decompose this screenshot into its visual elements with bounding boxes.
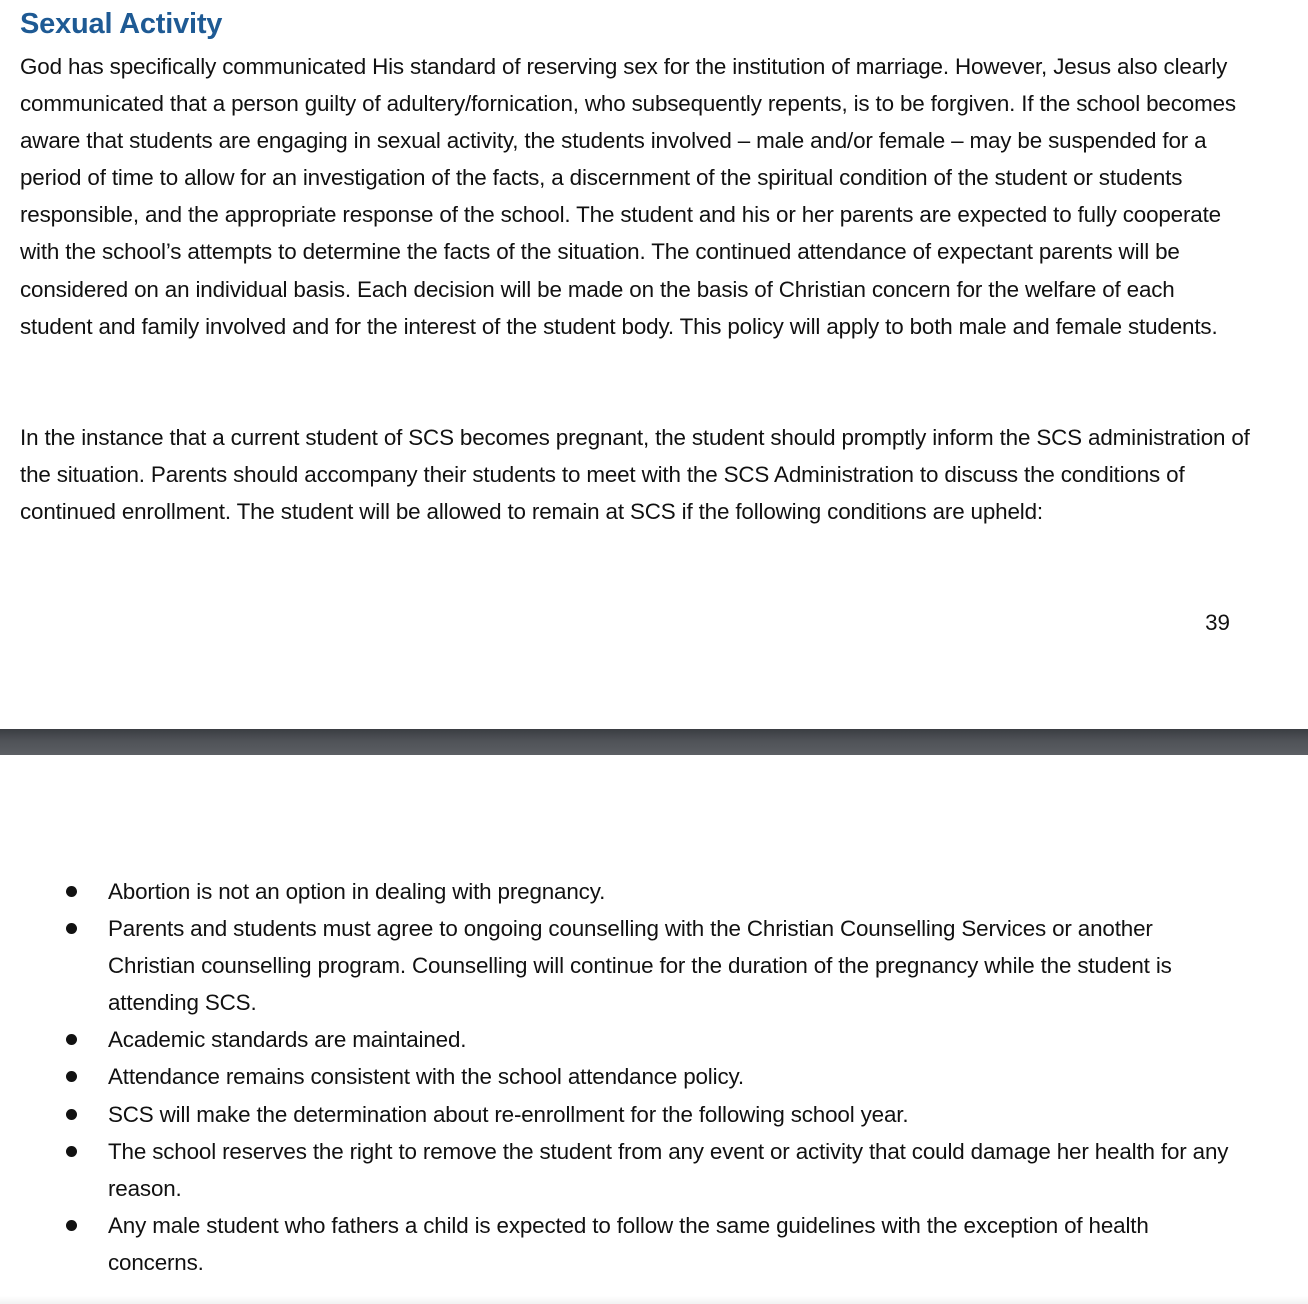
list-item-text: The school reserves the right to remove the student from any event or activity that could damage her health for any reason. (108, 1138, 1229, 1201)
bullet-icon (66, 1220, 77, 1231)
page-break-divider (0, 729, 1308, 755)
pregnancy-paragraph: In the instance that a current student of SCS becomes pregnant, the student should promptly inform the SCS administration of the situation. Parents should accompany their students to meet with the SCS Administration to discuss the conditions of continued enrollment. The student will be allowed to remain at SCS if the following conditions are upheld: (20, 425, 1250, 525)
list-item-text: Academic standards are maintained. (108, 1027, 467, 1053)
list-item-text: Attendance remains consistent with the school attendance policy. (108, 1064, 744, 1090)
list-item (0, 1096, 1238, 1133)
page-edge-shadow (0, 1296, 1308, 1304)
list-item (0, 873, 1238, 910)
list-item-text: Any male student who fathers a child is expected to follow the same guidelines with the exception of health concerns. (108, 1212, 1149, 1275)
bullet-icon (66, 1034, 77, 1045)
bullet-icon (66, 923, 77, 934)
list-item-text: SCS will make the determination about re-enrollment for the following school year. (108, 1101, 909, 1127)
list-item-text: Abortion is not an option in dealing with pregnancy. (108, 879, 606, 904)
list-item (0, 1133, 1238, 1207)
bullet-icon (66, 1109, 77, 1120)
document-page-40 (0, 755, 1308, 1304)
section-heading: Sexual Activity (20, 8, 223, 40)
bullet-icon (66, 1071, 77, 1082)
page-number: 39 (1205, 610, 1230, 635)
bullet-icon (66, 1146, 77, 1157)
list-item (0, 1058, 1238, 1095)
policy-paragraph: God has specifically communicated His standard of reserving sex for the institution of marriage. However, Jesus also clearly communicated that a person guilty of adultery/fornication, who subsequently repents, is to be forgiven. If the school becomes aware that students are engaging in sexual activity, the students involved – male and/or female – may be suspended for a period of time to allow for an investigation of the facts, a discernment of the spiritual condition of the student or students responsible, and the appropriate response of the school. The student and his or her parents are expected to fully cooperate with the school’s attempts to determine the facts of the situation. The continued attendance of expectant parents will be considered on an individual basis. Each decision will be made on the basis of Christian concern for the welfare of each student and family involved and for the interest of the student body. This policy will apply to both male and female students. (20, 54, 1236, 339)
list-item (0, 1021, 1238, 1058)
list-item-text: Parents and students must agree to ongoing counselling with the Christian Counselling Services or another Christian counselling program. Counselling will continue for the duration of the pregnancy while the student is attending SCS. (108, 916, 1172, 1016)
list-item (0, 1207, 1238, 1281)
list-item (0, 910, 1238, 1021)
conditions-list (0, 873, 1308, 1281)
bullet-icon (66, 886, 77, 897)
